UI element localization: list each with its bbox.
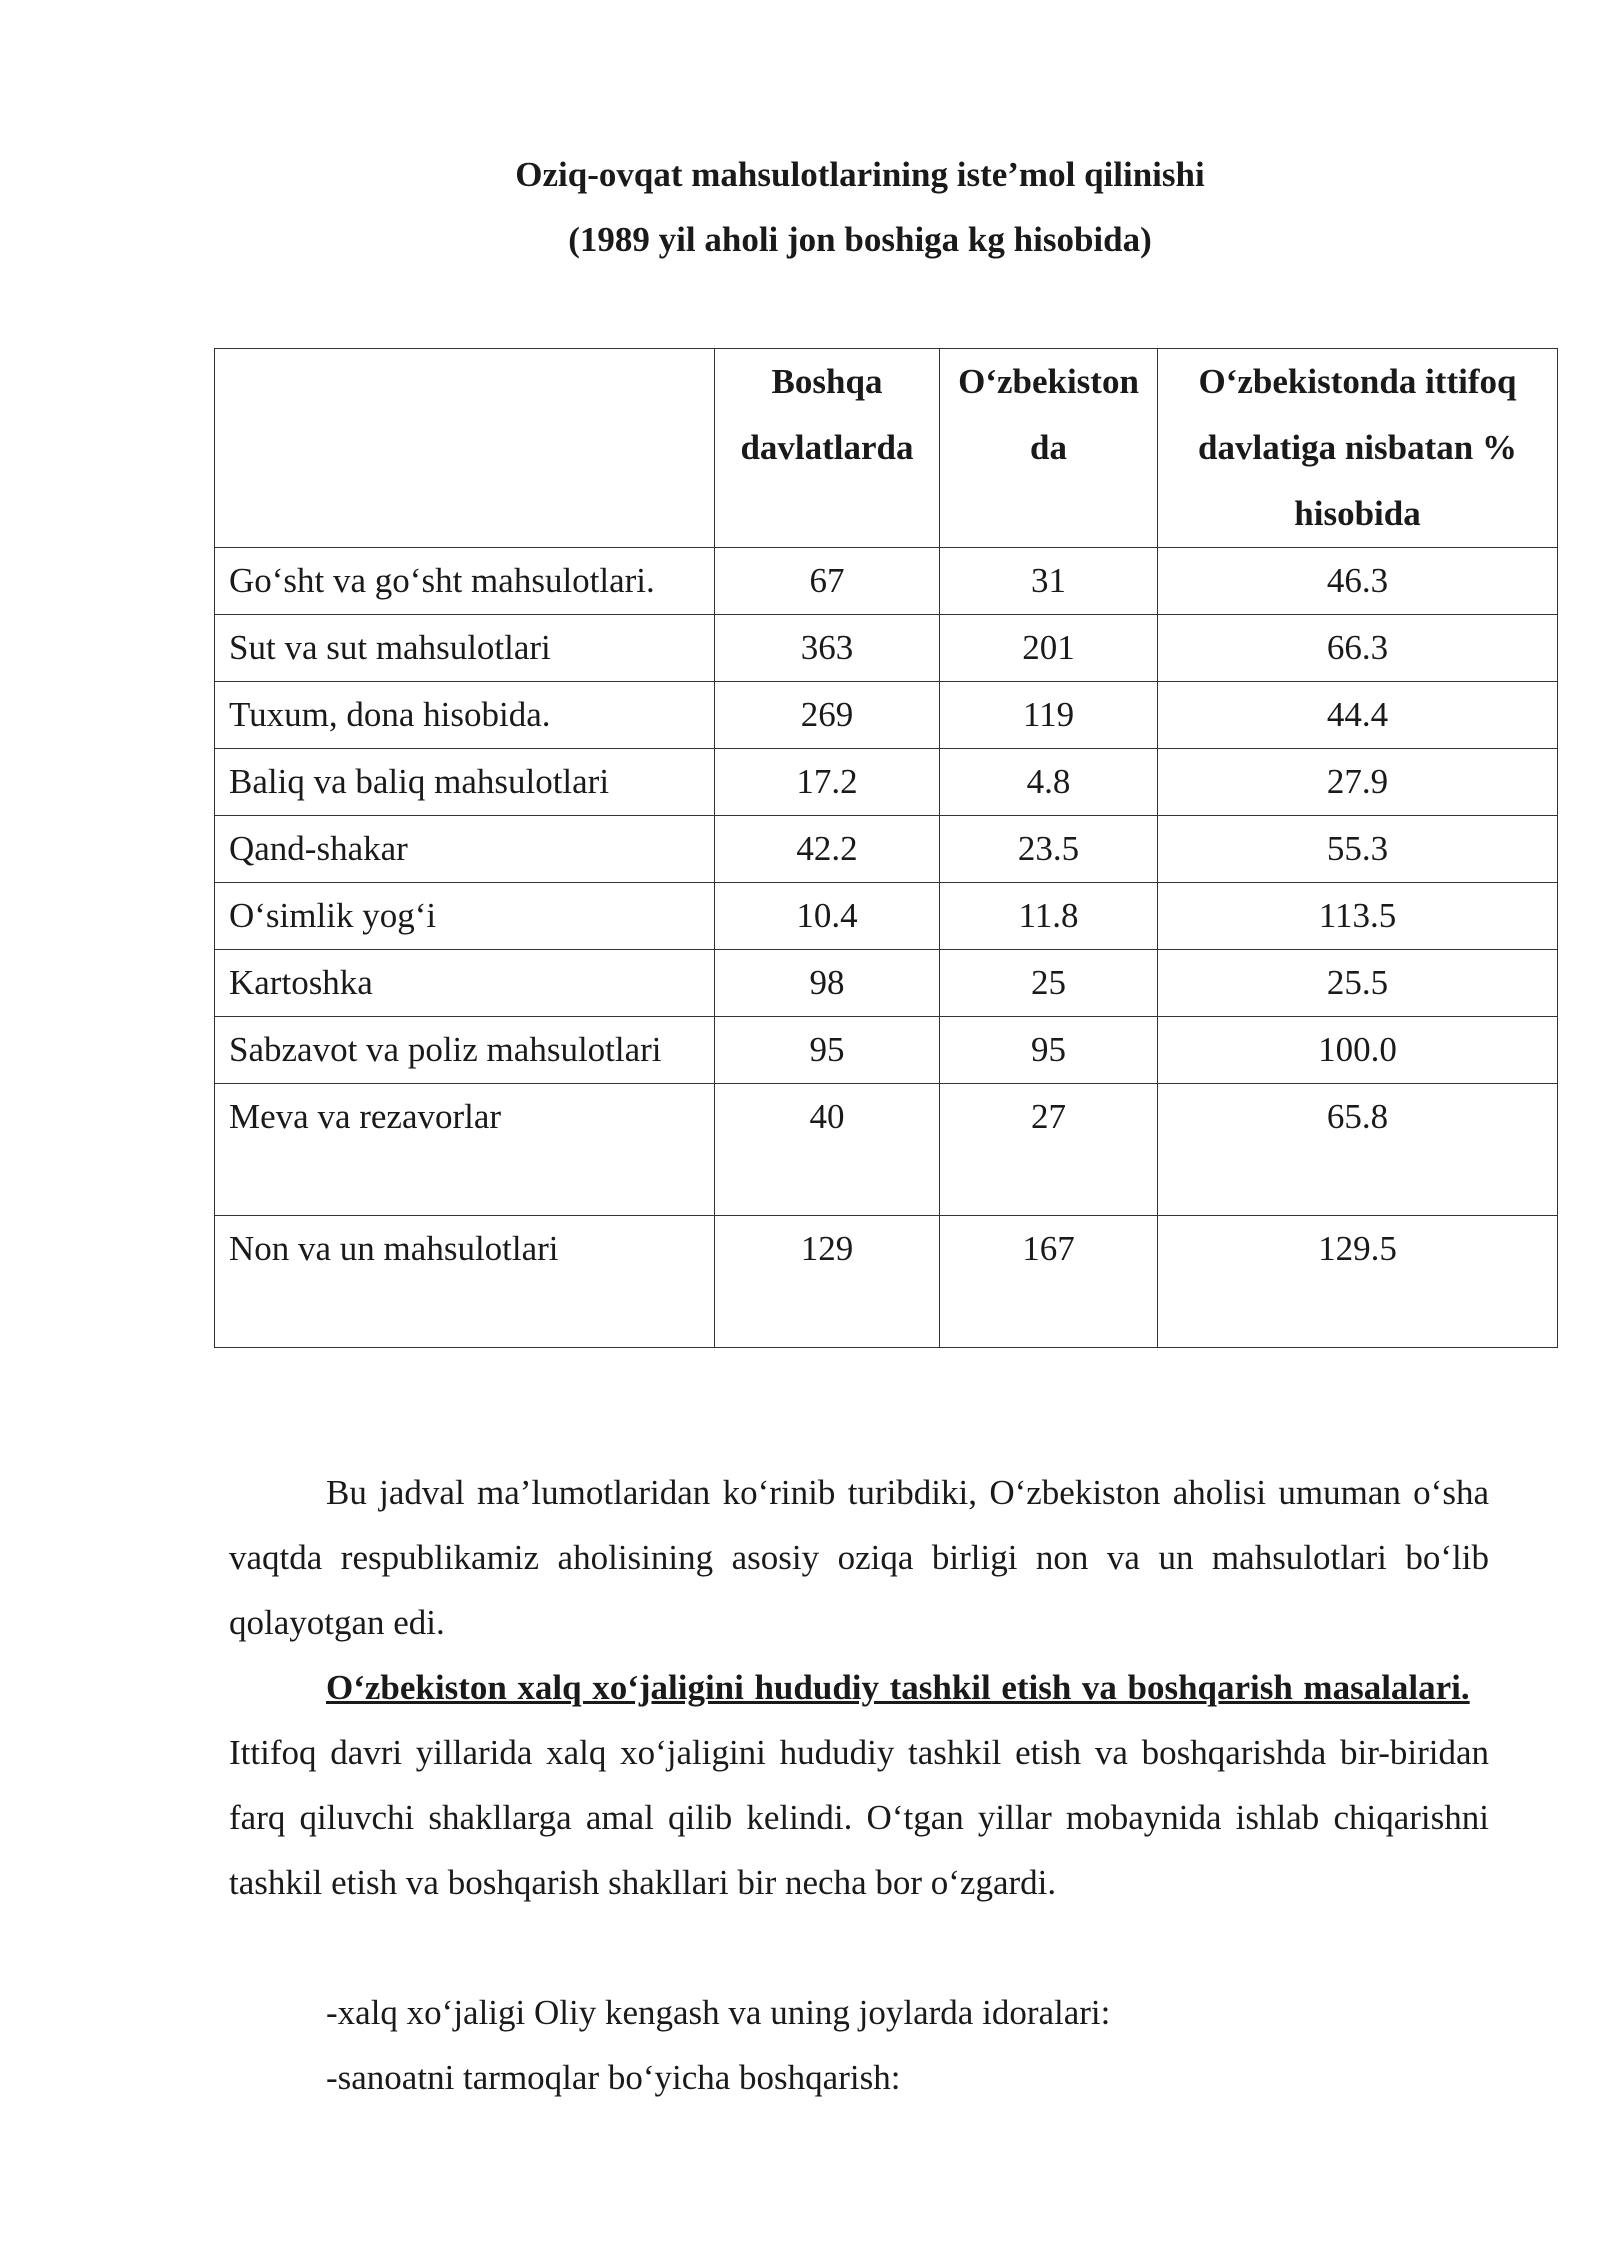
row-label: Baliq va baliq mahsulotlari — [215, 749, 715, 816]
row-label: Sut va sut mahsulotlari — [215, 615, 715, 682]
row-value: 44.4 — [1158, 682, 1558, 749]
header-percent: O‘zbekistonda ittifoq davlatiga nisbatan % hisobida — [1158, 349, 1558, 548]
document-title: Oziq-ovqat mahsulotlarining iste’mol qilinishi — [515, 155, 1205, 194]
table-row — [215, 950, 1558, 1017]
row-label: Qand-shakar — [215, 816, 715, 883]
row-value: 98 — [715, 950, 940, 1017]
row-value: 100.0 — [1158, 1017, 1558, 1084]
row-value: 167 — [940, 1216, 1158, 1348]
row-value: 25 — [940, 950, 1158, 1017]
table-row — [215, 548, 1558, 615]
row-value: 119 — [940, 682, 1158, 749]
row-value: 10.4 — [715, 883, 940, 950]
header-label — [215, 349, 715, 548]
table-row — [215, 615, 1558, 682]
row-value: 269 — [715, 682, 940, 749]
row-value: 129 — [715, 1216, 940, 1348]
row-value: 11.8 — [940, 883, 1158, 950]
section-body: Ittifoq davri yillarida xalq xo‘jaligini hududiy tashkil etish va boshqarishda bir-biridan farq qiluvchi shakllarga amal qilib kelindi. O‘tgan yillar mobaynida ishlab chiqarishni tashkil etish va boshqarish shakllari bir necha bor o‘zgardi. — [229, 1733, 1489, 1902]
consumption-table — [214, 348, 1558, 1348]
header-other-countries: Boshqa davlatlarda — [715, 349, 940, 548]
table-row — [215, 816, 1558, 883]
table-row — [215, 682, 1558, 749]
section-paragraph — [229, 1655, 1489, 1915]
row-value: 66.3 — [1158, 615, 1558, 682]
row-label: Meva va rezavorlar — [215, 1084, 715, 1216]
row-label: Go‘sht va go‘sht mahsulotlari. — [215, 548, 715, 615]
table-row — [215, 883, 1558, 950]
row-value: 4.8 — [940, 749, 1158, 816]
table-row — [215, 1084, 1558, 1216]
row-value: 95 — [940, 1017, 1158, 1084]
body-paragraph: Bu jadval ma’lumotlaridan ko‘rinib turibdiki, O‘zbekiston aholisi umuman o‘sha vaqtda respublikamiz aholisining asosiy oziqa birligi non va un mahsulotlari bo‘lib qolayotgan edi. — [229, 1473, 1489, 1642]
row-label: Tuxum, dona hisobida. — [215, 682, 715, 749]
row-value: 25.5 — [1158, 950, 1558, 1017]
list-item: -xalq xo‘jaligi Oliy kengash va uning joylarda idoralari: — [326, 1993, 1111, 2032]
row-value: 27 — [940, 1084, 1158, 1216]
table-row — [215, 1216, 1558, 1348]
row-value: 42.2 — [715, 816, 940, 883]
table-row — [215, 1017, 1558, 1084]
row-label: Non va un mahsulotlari — [215, 1216, 715, 1348]
row-label: O‘simlik yog‘i — [215, 883, 715, 950]
row-value: 23.5 — [940, 816, 1158, 883]
row-value: 31 — [940, 548, 1158, 615]
section-heading: O‘zbekiston xalq xo‘jaligini hududiy tashkil etish va boshqarish masalalari. — [326, 1668, 1470, 1707]
table-row — [215, 749, 1558, 816]
row-value: 27.9 — [1158, 749, 1558, 816]
row-value: 17.2 — [715, 749, 940, 816]
row-value: 46.3 — [1158, 548, 1558, 615]
row-value: 363 — [715, 615, 940, 682]
row-label: Sabzavot va poliz mahsulotlari — [215, 1017, 715, 1084]
list-item: -sanoatni tarmoqlar bo‘yicha boshqarish: — [326, 2058, 901, 2097]
row-value: 113.5 — [1158, 883, 1558, 950]
row-value: 129.5 — [1158, 1216, 1558, 1348]
row-value: 55.3 — [1158, 816, 1558, 883]
document-subtitle: (1989 yil aholi jon boshiga kg hisobida) — [568, 220, 1152, 259]
table-header-row — [215, 349, 1558, 548]
row-value: 40 — [715, 1084, 940, 1216]
row-value: 67 — [715, 548, 940, 615]
row-value: 65.8 — [1158, 1084, 1558, 1216]
row-value: 201 — [940, 615, 1158, 682]
row-label: Kartoshka — [215, 950, 715, 1017]
row-value: 95 — [715, 1017, 940, 1084]
header-uzbekistan: O‘zbekiston da — [940, 349, 1158, 548]
